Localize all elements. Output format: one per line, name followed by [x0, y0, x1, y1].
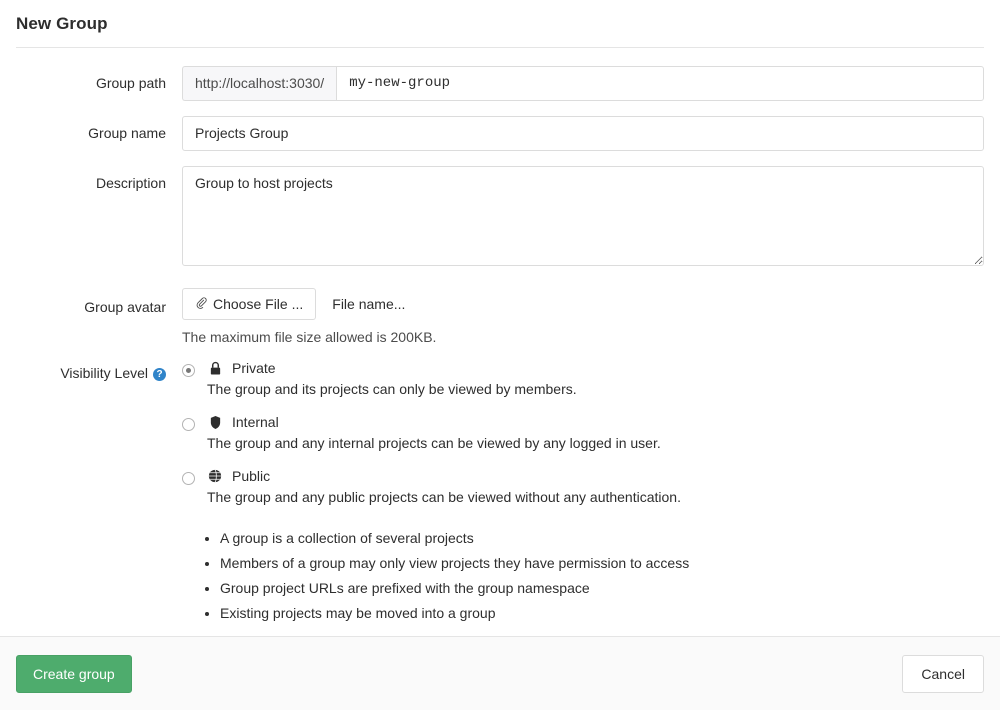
description-row — [16, 166, 984, 269]
create-group-button[interactable]: Create group — [16, 655, 132, 693]
visibility-internal-body — [207, 414, 984, 451]
visibility-private-head — [207, 360, 984, 376]
globe-icon — [207, 468, 223, 484]
form-footer — [0, 636, 1000, 710]
group-path-label: Group path — [95, 75, 166, 91]
visibility-option-public[interactable] — [182, 468, 984, 505]
visibility-option-internal[interactable] — [182, 414, 984, 451]
choose-file-label: Choose File ... — [213, 296, 304, 312]
visibility-private-desc: The group and its projects can only be viewed by members. — [207, 381, 577, 397]
visibility-row — [16, 360, 984, 629]
visibility-option-private[interactable] — [182, 360, 984, 397]
description-control — [182, 166, 984, 269]
group-name-label: Group name — [88, 125, 166, 141]
avatar-help-text: The maximum file size allowed is 200KB. — [182, 329, 437, 345]
group-name-row — [16, 116, 984, 151]
description-label: Description — [95, 175, 166, 191]
group-path-row — [16, 66, 984, 101]
visibility-internal-desc: The group and any internal projects can be viewed by any logged in user. — [207, 435, 661, 451]
shield-icon — [207, 414, 223, 430]
visibility-private-body — [207, 360, 984, 397]
visibility-public-name: Public — [232, 468, 271, 484]
file-name-text: File name... — [332, 296, 406, 312]
group-name-input[interactable] — [182, 116, 984, 151]
lock-icon — [207, 360, 223, 376]
group-notes-list — [182, 529, 984, 623]
radio-private[interactable] — [182, 364, 195, 377]
radio-internal[interactable] — [182, 418, 195, 431]
visibility-public-desc: The group and any public projects can be viewed without any authentication. — [207, 489, 681, 505]
group-avatar-row — [16, 284, 984, 345]
visibility-public-body — [207, 468, 984, 505]
visibility-label-text: Visibility Level — [60, 365, 148, 381]
list-item: • Members of a group may only view projects they have permission to access — [220, 554, 984, 573]
list-item: • Group project URLs are prefixed with the group namespace — [220, 579, 984, 598]
choose-file-button[interactable] — [182, 288, 316, 320]
visibility-private-name: Private — [232, 360, 276, 376]
group-path-prefix: http://localhost:3030/ — [182, 66, 336, 101]
question-mark-icon[interactable]: ? — [153, 368, 166, 381]
paperclip-icon — [195, 295, 207, 313]
group-path-input-group — [182, 66, 984, 101]
cancel-button[interactable]: Cancel — [902, 655, 984, 693]
group-avatar-control — [182, 284, 984, 345]
visibility-public-head — [207, 468, 984, 484]
visibility-label — [16, 360, 182, 382]
file-chooser-line — [182, 284, 984, 320]
list-item: • Existing projects may be moved into a group — [220, 604, 984, 623]
visibility-control — [182, 360, 984, 629]
group-avatar-label: Group avatar — [84, 299, 166, 315]
group-path-input[interactable] — [336, 66, 984, 101]
description-textarea[interactable] — [182, 166, 984, 266]
new-group-form — [0, 48, 1000, 629]
radio-public[interactable] — [182, 472, 195, 485]
list-item: • A group is a collection of several projects — [220, 529, 984, 548]
visibility-internal-name: Internal — [232, 414, 279, 430]
group-path-control — [182, 66, 984, 101]
page-title: New Group — [16, 14, 108, 33]
group-name-control — [182, 116, 984, 151]
visibility-internal-head — [207, 414, 984, 430]
